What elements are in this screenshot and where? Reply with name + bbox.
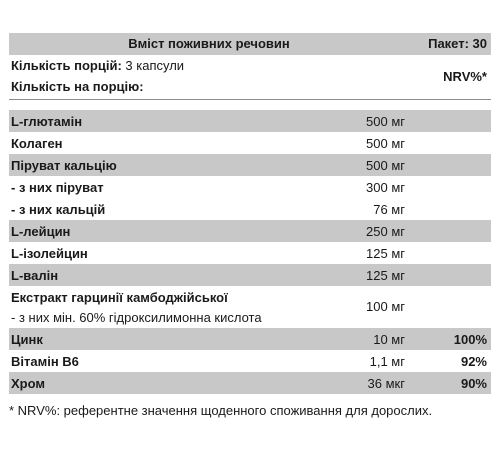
nutrient-amount: 100 мг [366,299,405,314]
servings-line [11,58,184,73]
nutrient-name: Екстракт гарцинії камбоджійської [11,290,228,305]
table-row-extract [9,286,491,328]
table-row [9,110,491,132]
table-row [9,220,491,242]
table-row [9,328,491,350]
nutrient-name: - з них кальцій [11,202,106,217]
mineral-nrv: 90% [460,376,487,391]
table-row [9,264,491,286]
table-row [9,242,491,264]
table-row [9,132,491,154]
mineral-name: Цинк [11,332,43,347]
table-row [9,154,491,176]
nutrient-subline: - з них мін. 60% гідроксилимонна кислота [11,310,262,325]
nutrient-name: L-глютамін [11,114,83,129]
nutrient-name: L-валін [11,268,59,283]
nutrient-amount: 125 мг [366,268,405,283]
mineral-nrv: 100% [453,332,487,347]
nrv-column-header: NRV%* [443,69,487,84]
footnote: * NRV%: референтне значення щоденного споживання для дорослих. [9,403,433,418]
nutrient-name: Колаген [11,136,63,151]
table-row [9,176,491,198]
nutrient-amount: 500 мг [366,158,405,173]
mineral-amount: 1,1 мг [369,354,405,369]
mineral-name: Вітамін B6 [11,354,79,369]
table-header [9,33,491,55]
servings-label: Кількість порцій: [11,58,122,73]
mineral-amount: 10 мг [373,332,405,347]
table-title: Вміст поживних речовин [128,36,290,51]
nutrition-table [9,33,491,394]
nutrient-name: L-ізолейцин [11,246,88,261]
nutrient-name: Піруват кальцію [11,158,117,173]
nutrient-amount: 125 мг [366,246,405,261]
servings-value: 3 капсули [125,58,185,73]
table-row [9,350,491,372]
per-serving-label: Кількість на порцію: [11,79,144,94]
nutrient-amount: 500 мг [366,114,405,129]
serving-info [9,55,491,99]
mineral-amount: 36 мкг [367,376,405,391]
package-count: Пакет: 30 [428,36,487,51]
nutrient-amount: 500 мг [366,136,405,151]
mineral-nrv: 92% [460,354,487,369]
nutrient-amount: 76 мг [373,202,405,217]
nutrient-amount: 250 мг [366,224,405,239]
nutrient-name: L-лейцин [11,224,71,239]
table-row [9,198,491,220]
nutrient-amount: 300 мг [366,180,405,195]
mineral-name: Хром [11,376,45,391]
nutrient-name: - з них піруват [11,180,104,195]
table-row [9,372,491,394]
